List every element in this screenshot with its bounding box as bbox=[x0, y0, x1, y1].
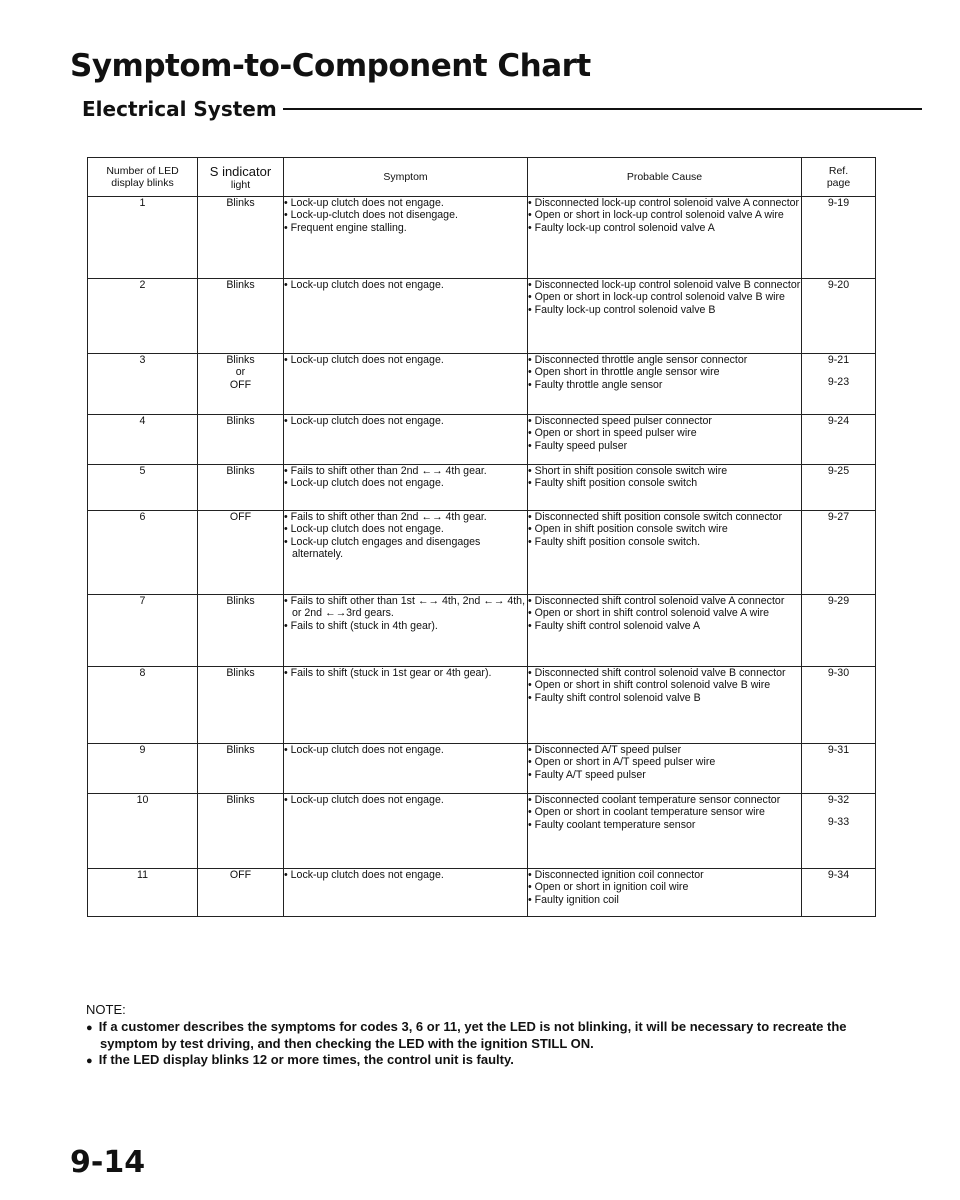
cause-item: • Open short in throttle angle sensor wire bbox=[528, 366, 801, 378]
ref-page: 9-25 bbox=[827, 465, 850, 477]
table-row bbox=[88, 354, 876, 415]
cause-item: • Faulty speed pulser bbox=[528, 440, 801, 452]
led-blink-count: 8 bbox=[88, 667, 198, 744]
probable-cause-cell bbox=[528, 667, 802, 744]
note-label: NOTE: bbox=[86, 1002, 126, 1017]
cause-item: • Disconnected ignition coil connector bbox=[528, 869, 801, 881]
ref-page-cell bbox=[802, 667, 876, 744]
led-blink-count: 9 bbox=[88, 744, 198, 794]
s-indicator-state bbox=[198, 279, 284, 354]
header-probable-cause: Probable Cause bbox=[528, 158, 802, 197]
symptom-item: • Fails to shift other than 2nd ←→ 4th gear. bbox=[284, 511, 527, 523]
ref-page: 9-30 bbox=[827, 667, 850, 679]
cause-item: • Open or short in A/T speed pulser wire bbox=[528, 756, 801, 768]
cause-item: • Faulty lock-up control solenoid valve B bbox=[528, 304, 801, 316]
indicator-text: OFF bbox=[229, 511, 252, 523]
probable-cause-cell bbox=[528, 279, 802, 354]
cause-item: • Open or short in coolant temperature sensor wire bbox=[528, 806, 801, 818]
ref-page-cell bbox=[802, 794, 876, 869]
indicator-text: Blinks bbox=[226, 415, 255, 427]
ref-page: 9-29 bbox=[827, 595, 850, 607]
symptom-cell bbox=[284, 415, 528, 465]
cause-item: • Disconnected lock-up control solenoid valve B connector bbox=[528, 279, 801, 291]
symptom-item: • Fails to shift other than 1st ←→ 4th, 2nd ←→ 4th, or 2nd ←→3rd gears. bbox=[284, 595, 527, 620]
symptom-item: • Fails to shift (stuck in 1st gear or 4th gear). bbox=[284, 667, 527, 679]
led-blink-count: 11 bbox=[88, 869, 198, 917]
cause-item: • Disconnected coolant temperature sensor connector bbox=[528, 794, 801, 806]
probable-cause-cell bbox=[528, 794, 802, 869]
ref-page: 9-31 bbox=[827, 744, 850, 756]
symptom-item: • Lock-up clutch does not engage. bbox=[284, 354, 527, 366]
cause-item: • Disconnected throttle angle sensor connector bbox=[528, 354, 801, 366]
s-indicator-state bbox=[198, 744, 284, 794]
symptom-item: • Lock-up clutch does not engage. bbox=[284, 744, 527, 756]
indicator-text: Blinks bbox=[226, 354, 255, 366]
probable-cause-cell bbox=[528, 415, 802, 465]
ref-page-cell bbox=[802, 415, 876, 465]
header-symptom: Symptom bbox=[284, 158, 528, 197]
symptom-item: • Lock-up clutch engages and disengages alternately. bbox=[284, 536, 527, 561]
cause-item: • Disconnected A/T speed pulser bbox=[528, 744, 801, 756]
symptom-chart-table bbox=[87, 157, 876, 917]
symptom-cell bbox=[284, 744, 528, 794]
symptom-item: • Lock-up clutch does not engage. bbox=[284, 279, 527, 291]
s-indicator-state bbox=[198, 667, 284, 744]
symptom-item: • Lock-up-clutch does not disengage. bbox=[284, 209, 527, 221]
cause-item: • Open or short in speed pulser wire bbox=[528, 427, 801, 439]
s-indicator-state bbox=[198, 415, 284, 465]
cause-item: • Open or short in shift control solenoid valve B wire bbox=[528, 679, 801, 691]
ref-page: 9-21 bbox=[827, 354, 850, 366]
probable-cause-cell bbox=[528, 197, 802, 279]
ref-page: 9-32 bbox=[827, 794, 850, 806]
cause-item: • Open or short in lock-up control solenoid valve A wire bbox=[528, 209, 801, 221]
s-indicator-state bbox=[198, 354, 284, 415]
indicator-text: Blinks bbox=[226, 279, 255, 291]
ref-page-cell bbox=[802, 511, 876, 595]
probable-cause-cell bbox=[528, 354, 802, 415]
table-row bbox=[88, 794, 876, 869]
page-title: Symptom-to-Component Chart bbox=[70, 48, 591, 84]
cause-item: • Disconnected lock-up control solenoid valve A connector bbox=[528, 197, 801, 209]
led-blink-count: 7 bbox=[88, 595, 198, 667]
ref-page: 9-33 bbox=[827, 816, 850, 829]
indicator-text: or bbox=[235, 366, 246, 379]
s-indicator-state bbox=[198, 595, 284, 667]
section-title: Electrical System bbox=[82, 97, 277, 121]
symptom-cell bbox=[284, 794, 528, 869]
symptom-cell bbox=[284, 869, 528, 917]
symptom-cell bbox=[284, 595, 528, 667]
ref-page: 9-24 bbox=[827, 415, 850, 427]
note-item: ● If a customer describes the symptoms for codes 3, 6 or 11, yet the LED is not blinking, it will be necessary to recreate the symptom by test driving, and then checking the LED with the ignition STILL ON. bbox=[86, 1019, 886, 1052]
table-row bbox=[88, 197, 876, 279]
cause-item: • Faulty shift control solenoid valve B bbox=[528, 692, 801, 704]
section-heading bbox=[82, 94, 922, 124]
cause-item: • Faulty shift position console switch. bbox=[528, 536, 801, 548]
table-row bbox=[88, 744, 876, 794]
ref-page: 9-27 bbox=[827, 511, 850, 523]
ref-page: 9-19 bbox=[827, 197, 850, 209]
led-blink-count: 1 bbox=[88, 197, 198, 279]
table-row bbox=[88, 511, 876, 595]
symptom-item: • Fails to shift (stuck in 4th gear). bbox=[284, 620, 527, 632]
cause-item: • Disconnected shift control solenoid valve A connector bbox=[528, 595, 801, 607]
cause-item: • Disconnected speed pulser connector bbox=[528, 415, 801, 427]
led-blink-count: 2 bbox=[88, 279, 198, 354]
indicator-text: Blinks bbox=[226, 197, 255, 209]
ref-page-cell bbox=[802, 595, 876, 667]
cause-item: • Faulty ignition coil bbox=[528, 894, 801, 906]
led-blink-count: 5 bbox=[88, 465, 198, 511]
cause-item: • Short in shift position console switch wire bbox=[528, 465, 801, 477]
symptom-item: • Lock-up clutch does not engage. bbox=[284, 197, 527, 209]
indicator-text: Blinks bbox=[226, 794, 255, 806]
cause-item: • Open or short in shift control solenoid valve A wire bbox=[528, 607, 801, 619]
ref-page-cell bbox=[802, 465, 876, 511]
symptom-item: • Lock-up clutch does not engage. bbox=[284, 869, 527, 881]
symptom-cell bbox=[284, 354, 528, 415]
symptom-item: • Lock-up clutch does not engage. bbox=[284, 415, 527, 427]
indicator-text: Blinks bbox=[226, 744, 255, 756]
header-led-blinks: Number of LED display blinks bbox=[88, 158, 198, 197]
cause-item: • Disconnected shift position console switch connector bbox=[528, 511, 801, 523]
symptom-item: • Fails to shift other than 2nd ←→ 4th gear. bbox=[284, 465, 527, 477]
cause-item: • Faulty coolant temperature sensor bbox=[528, 819, 801, 831]
page-number: 9-14 bbox=[70, 1145, 146, 1180]
symptom-cell bbox=[284, 465, 528, 511]
cause-item: • Faulty lock-up control solenoid valve A bbox=[528, 222, 801, 234]
ref-page: 9-23 bbox=[827, 376, 850, 389]
table-row bbox=[88, 667, 876, 744]
probable-cause-cell bbox=[528, 465, 802, 511]
note-block bbox=[86, 1002, 886, 1069]
symptom-cell bbox=[284, 667, 528, 744]
probable-cause-cell bbox=[528, 511, 802, 595]
ref-page-cell bbox=[802, 744, 876, 794]
table-row bbox=[88, 279, 876, 354]
s-indicator-state bbox=[198, 511, 284, 595]
led-blink-count: 4 bbox=[88, 415, 198, 465]
s-indicator-state bbox=[198, 869, 284, 917]
cause-item: • Faulty throttle angle sensor bbox=[528, 379, 801, 391]
cause-item: • Disconnected shift control solenoid valve B connector bbox=[528, 667, 801, 679]
s-indicator-state bbox=[198, 465, 284, 511]
indicator-text: Blinks bbox=[226, 595, 255, 607]
probable-cause-cell bbox=[528, 869, 802, 917]
probable-cause-cell bbox=[528, 744, 802, 794]
led-blink-count: 6 bbox=[88, 511, 198, 595]
symptom-cell bbox=[284, 511, 528, 595]
led-blink-count: 10 bbox=[88, 794, 198, 869]
cause-item: • Faulty shift position console switch bbox=[528, 477, 801, 489]
header-s-indicator: S indicator light bbox=[198, 158, 284, 197]
table-row bbox=[88, 415, 876, 465]
cause-item: • Faulty shift control solenoid valve A bbox=[528, 620, 801, 632]
s-indicator-state bbox=[198, 197, 284, 279]
note-item: ● If the LED display blinks 12 or more times, the control unit is faulty. bbox=[86, 1052, 886, 1070]
indicator-text: OFF bbox=[229, 378, 252, 391]
ref-page-cell bbox=[802, 354, 876, 415]
indicator-text: OFF bbox=[229, 869, 252, 881]
cause-item: • Faulty A/T speed pulser bbox=[528, 769, 801, 781]
table-row bbox=[88, 465, 876, 511]
ref-page-cell bbox=[802, 279, 876, 354]
symptom-item: • Lock-up clutch does not engage. bbox=[284, 794, 527, 806]
symptom-cell bbox=[284, 197, 528, 279]
probable-cause-cell bbox=[528, 595, 802, 667]
symptom-item: • Lock-up clutch does not engage. bbox=[284, 523, 527, 535]
symptom-cell bbox=[284, 279, 528, 354]
ref-page-cell bbox=[802, 869, 876, 917]
indicator-text: Blinks bbox=[226, 465, 255, 477]
symptom-item: • Frequent engine stalling. bbox=[284, 222, 527, 234]
section-rule bbox=[283, 108, 922, 110]
ref-page-cell bbox=[802, 197, 876, 279]
table-header-row bbox=[88, 158, 876, 197]
header-ref-page: Ref. page bbox=[802, 158, 876, 197]
cause-item: • Open or short in ignition coil wire bbox=[528, 881, 801, 893]
table-row bbox=[88, 595, 876, 667]
cause-item: • Open in shift position console switch wire bbox=[528, 523, 801, 535]
ref-page: 9-20 bbox=[827, 279, 850, 291]
symptom-item: • Lock-up clutch does not engage. bbox=[284, 477, 527, 489]
indicator-text: Blinks bbox=[226, 667, 255, 679]
led-blink-count: 3 bbox=[88, 354, 198, 415]
s-indicator-state bbox=[198, 794, 284, 869]
table-row bbox=[88, 869, 876, 917]
cause-item: • Open or short in lock-up control solenoid valve B wire bbox=[528, 291, 801, 303]
ref-page: 9-34 bbox=[827, 869, 850, 881]
